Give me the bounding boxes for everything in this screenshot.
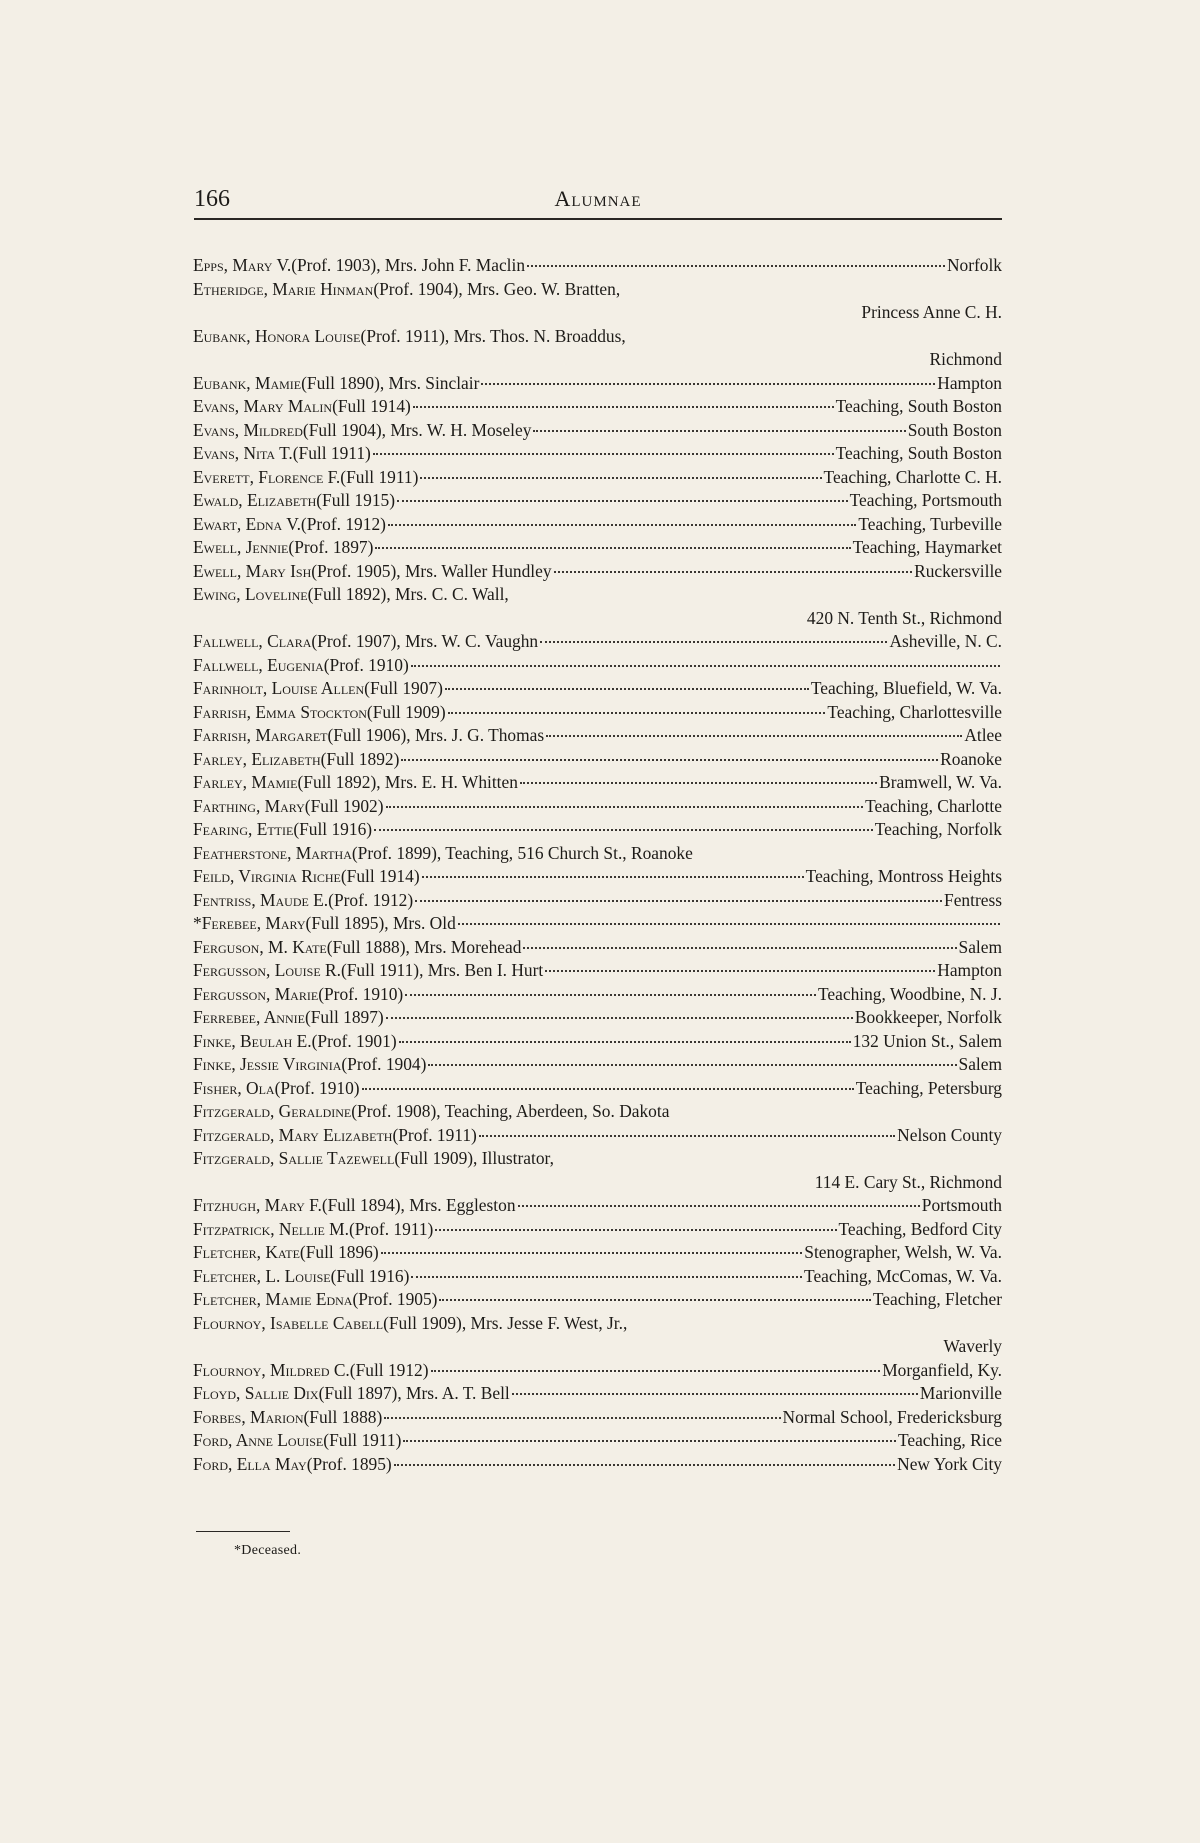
alumna-name: Finke, Beulah E.: [193, 1030, 312, 1051]
dot-leader: [431, 1370, 881, 1372]
list-item: [193, 630, 1002, 654]
dot-leader: [384, 1417, 780, 1419]
list-item: [193, 795, 1002, 819]
dot-leader: [520, 782, 877, 784]
alumna-detail: Teaching, Montross Heights: [805, 866, 1002, 886]
alumna-info: (Full 1909), Illustrator,: [394, 1148, 554, 1168]
alumna-name: Fletcher, L. Louise: [193, 1265, 331, 1286]
entry-line: [193, 466, 1002, 490]
alumna-name: Evans, Nita T.: [193, 443, 293, 463]
alumna-info: (Full 1912): [349, 1359, 429, 1380]
entry-line: [193, 1147, 1002, 1171]
list-item: [193, 1030, 1002, 1054]
entry-line: [193, 724, 1002, 748]
entry-line: [193, 1124, 1002, 1148]
alumna-address: 420 N. Tenth St., Richmond: [806, 607, 1002, 628]
alumna-info: (Prof. 1904): [341, 1054, 427, 1074]
list-item: [193, 583, 1002, 630]
dot-leader: [533, 430, 905, 432]
alumna-name: Fentriss, Maude E.: [193, 889, 329, 910]
list-item: [193, 1359, 1002, 1383]
alumnae-list: [193, 254, 1002, 1476]
alumna-name: Farrish, Emma Stockton: [193, 701, 367, 722]
list-item: [193, 1406, 1002, 1430]
entry-line: [193, 254, 1002, 278]
alumna-detail: Salem: [958, 1054, 1002, 1074]
entry-continuation: [193, 607, 1002, 631]
alumna-detail: Ruckersville: [914, 560, 1002, 581]
alumna-name: Fisher, Ola: [193, 1077, 275, 1098]
alumna-name: Fearing, Ettie: [193, 819, 294, 839]
alumna-detail: Marionville: [919, 1383, 1002, 1403]
alumna-info: (Full 1892): [320, 748, 400, 769]
dot-leader: [374, 829, 873, 831]
alumna-detail: Teaching, Turbeville: [858, 513, 1002, 534]
alumna-detail: Hampton: [937, 372, 1002, 393]
dot-leader: [399, 1041, 851, 1043]
alumna-info: (Prof. 1904), Mrs. Geo. W. Bratten,: [373, 278, 621, 299]
alumna-name: Farinholt, Louise Allen: [193, 678, 365, 698]
list-item: [193, 1241, 1002, 1265]
list-item: [193, 724, 1002, 748]
alumna-info: (Full 1911): [340, 466, 419, 487]
entry-line: [193, 654, 1002, 678]
header-rule: [194, 218, 1002, 220]
alumna-detail: Normal School, Fredericksburg: [782, 1406, 1002, 1427]
entry-line: [193, 936, 1002, 960]
alumna-info: (Prof. 1910): [274, 1077, 360, 1098]
entry-line: [193, 1053, 1002, 1077]
alumna-name: Ferguson, M. Kate: [193, 936, 327, 957]
alumna-info: (Prof. 1912): [328, 889, 414, 910]
alumna-info: (Full 1914): [340, 866, 420, 886]
dot-leader: [397, 500, 848, 502]
dot-leader: [401, 759, 938, 761]
alumna-info: (Prof. 1897): [288, 537, 374, 557]
alumna-info: (Prof. 1895): [306, 1453, 392, 1474]
entry-line: [193, 372, 1002, 396]
alumna-detail: 132 Union St., Salem: [852, 1030, 1002, 1051]
alumna-detail: Teaching, Bluefield, W. Va.: [810, 678, 1002, 698]
alumna-name: Epps, Mary V.: [193, 255, 292, 275]
entry-line: [193, 771, 1002, 795]
alumna-info: (Prof. 1910): [318, 983, 404, 1004]
alumna-name: Fergusson, Marie: [193, 983, 319, 1004]
entry-line: [193, 395, 1002, 419]
dot-leader: [422, 876, 804, 878]
alumna-name: Ewing, Loveline: [193, 584, 308, 604]
alumna-detail: Teaching, Charlotte: [865, 795, 1002, 816]
alumna-info: (Full 1888), Mrs. Morehead: [326, 936, 522, 957]
alumna-info: (Full 1916): [293, 819, 373, 839]
list-item: [193, 959, 1002, 983]
dot-leader: [448, 712, 826, 714]
entry-continuation: [193, 301, 1002, 325]
alumna-detail: Bramwell, W. Va.: [879, 772, 1002, 792]
alumna-info: (Full 1911), Mrs. Ben I. Hurt: [340, 960, 544, 980]
alumna-name: Evans, Mary Malin: [193, 396, 333, 416]
alumna-info: (Full 1907): [364, 678, 443, 698]
entry-line: [193, 701, 1002, 725]
alumna-name: Fitzgerald, Sallie Tazewell: [193, 1148, 395, 1168]
dot-leader: [403, 1440, 896, 1442]
alumna-info: (Full 1911): [292, 443, 371, 463]
alumna-info: (Full 1890), Mrs. Sinclair: [301, 372, 480, 393]
alumna-name: Everett, Florence F.: [193, 466, 341, 487]
alumna-info: (Full 1897), Mrs. A. T. Bell: [318, 1383, 510, 1403]
dot-leader: [545, 970, 935, 972]
entry-line: [193, 1453, 1002, 1477]
dot-leader: [546, 735, 962, 737]
alumna-info: (Full 1916): [330, 1265, 410, 1286]
dot-leader: [411, 665, 1000, 667]
dot-leader: [428, 1064, 956, 1066]
list-item: [193, 1218, 1002, 1242]
running-title: Alumnae: [554, 186, 642, 211]
alumna-name: Eubank, Mamie: [193, 372, 302, 393]
entry-line: [193, 1030, 1002, 1054]
alumna-detail: Teaching, South Boston: [835, 443, 1002, 463]
alumna-info: (Prof. 1911): [348, 1218, 434, 1239]
list-item: [193, 278, 1002, 325]
alumna-detail: Nelson County: [897, 1124, 1002, 1145]
entry-continuation: [193, 1171, 1002, 1195]
entry-line: [193, 1077, 1002, 1101]
alumna-name: Fallwell, Eugenia: [193, 654, 324, 675]
list-item: [193, 936, 1002, 960]
footnote-rule: [196, 1531, 290, 1532]
alumna-info: (Full 1897): [304, 1007, 384, 1027]
dot-leader: [386, 1017, 853, 1019]
alumna-name: Ewald, Elizabeth: [193, 490, 317, 510]
dot-leader: [554, 571, 913, 573]
list-item: [193, 513, 1002, 537]
alumna-name: Fletcher, Kate: [193, 1242, 300, 1262]
alumna-detail: Teaching, Petersburg: [855, 1077, 1002, 1098]
footnote: *Deceased.: [234, 1543, 302, 1558]
alumna-detail: Teaching, Charlotte C. H.: [823, 466, 1002, 487]
page-number: 166: [194, 186, 230, 212]
alumna-detail: Atlee: [964, 725, 1002, 745]
entry-line: [193, 278, 1002, 302]
entry-line: [193, 842, 1002, 866]
entry-line: [193, 748, 1002, 772]
dot-leader: [512, 1393, 918, 1395]
list-item: [193, 1382, 1002, 1406]
dot-leader: [439, 1299, 870, 1301]
list-item: [193, 1147, 1002, 1194]
entry-line: [193, 1194, 1002, 1218]
alumna-detail: Teaching, Fletcher: [872, 1289, 1002, 1309]
alumna-info: (Prof. 1905): [352, 1289, 438, 1309]
entry-line: [193, 630, 1002, 654]
list-item: [193, 1100, 1002, 1124]
entry-line: [193, 1288, 1002, 1312]
alumna-name: Ferrebee, Annie: [193, 1007, 305, 1027]
alumna-detail: Teaching, Haymarket: [852, 537, 1002, 557]
list-item: [193, 889, 1002, 913]
alumna-name: Flournoy, Mildred C.: [193, 1359, 350, 1380]
alumna-detail: Teaching, Charlottesville: [827, 701, 1002, 722]
entry-line: [193, 513, 1002, 537]
alumna-detail: Asheville, N. C.: [889, 631, 1002, 651]
dot-leader: [381, 1252, 803, 1254]
list-item: [193, 466, 1002, 490]
entry-line: [193, 983, 1002, 1007]
alumna-info: (Full 1904), Mrs. W. H. Moseley: [302, 419, 532, 440]
alumna-detail: Salem: [958, 936, 1002, 957]
list-item: [193, 983, 1002, 1007]
list-item: [193, 489, 1002, 513]
dot-leader: [527, 265, 945, 267]
dot-leader: [420, 477, 821, 479]
alumna-name: Fallwell, Clara: [193, 631, 312, 651]
alumna-info: (Full 1906), Mrs. J. G. Thomas: [327, 725, 545, 745]
list-item: [193, 677, 1002, 701]
entry-line: [193, 1241, 1002, 1265]
alumna-detail: Hampton: [937, 960, 1002, 980]
alumna-address: Princess Anne C. H.: [861, 302, 1002, 322]
list-item: [193, 560, 1002, 584]
dot-leader: [435, 1229, 836, 1231]
list-item: [193, 818, 1002, 842]
entry-continuation: [193, 348, 1002, 372]
alumna-name: Fitzgerald, Mary Elizabeth: [193, 1124, 393, 1145]
entry-line: [193, 442, 1002, 466]
dot-leader: [411, 1276, 802, 1278]
entry-line: [193, 325, 1002, 349]
alumna-name: Forbes, Marion: [193, 1406, 304, 1427]
list-item: [193, 654, 1002, 678]
dot-leader: [394, 1464, 895, 1466]
entry-line: [193, 959, 1002, 983]
entry-line: [193, 536, 1002, 560]
entry-line: [193, 1359, 1002, 1383]
dot-leader: [481, 383, 935, 385]
dot-leader: [386, 806, 864, 808]
dot-leader: [540, 641, 887, 643]
alumna-detail: New York City: [897, 1453, 1002, 1474]
entry-line: [193, 818, 1002, 842]
alumna-name: Fletcher, Mamie Edna: [193, 1289, 353, 1309]
alumna-info: (Full 1915): [316, 490, 396, 510]
list-item: [193, 865, 1002, 889]
alumna-name: Farrish, Margaret: [193, 725, 328, 745]
entry-line: [193, 1006, 1002, 1030]
alumna-info: (Full 1902): [304, 795, 384, 816]
alumna-name: Farthing, Mary: [193, 795, 305, 816]
alumna-name: Ford, Anne Louise: [193, 1430, 324, 1450]
list-item: [193, 912, 1002, 936]
alumna-detail: Norfolk: [946, 255, 1002, 275]
alumna-info: (Prof. 1911), Mrs. Thos. N. Broaddus,: [360, 325, 626, 346]
list-item: [193, 1194, 1002, 1218]
list-item: [193, 1265, 1002, 1289]
page-header: [194, 186, 1002, 216]
alumna-info: (Prof. 1907), Mrs. W. C. Vaughn: [311, 631, 539, 651]
entry-line: [193, 1382, 1002, 1406]
alumna-name: Fergusson, Louise R.: [193, 960, 341, 980]
list-item: [193, 771, 1002, 795]
entry-line: [193, 1429, 1002, 1453]
entry-line: [193, 419, 1002, 443]
dot-leader: [388, 524, 856, 526]
alumna-name: Fitzgerald, Geraldine: [193, 1101, 352, 1121]
alumna-name: Ewell, Jennie: [193, 537, 289, 557]
dot-leader: [415, 900, 942, 902]
list-item: [193, 748, 1002, 772]
entry-line: [193, 1312, 1002, 1336]
list-item: [193, 442, 1002, 466]
dot-leader: [523, 947, 956, 949]
alumna-info: (Prof. 1899), Teaching, 516 Church St., Roanoke: [351, 842, 693, 863]
dot-leader: [445, 688, 809, 690]
list-item: [193, 419, 1002, 443]
list-item: [193, 372, 1002, 396]
dot-leader: [373, 453, 834, 455]
list-item: [193, 1453, 1002, 1477]
alumna-detail: South Boston: [907, 419, 1002, 440]
alumna-name: Flournoy, Isabelle Cabell: [193, 1312, 384, 1333]
alumna-name: *Ferebee, Mary: [193, 913, 306, 933]
alumna-detail: Teaching, McComas, W. Va.: [804, 1265, 1002, 1286]
alumna-name: Ewell, Mary Ish: [193, 560, 312, 581]
alumna-detail: Morganfield, Ky.: [882, 1359, 1002, 1380]
list-item: [193, 395, 1002, 419]
list-item: [193, 1429, 1002, 1453]
alumna-detail: Portsmouth: [921, 1195, 1002, 1215]
list-item: [193, 842, 1002, 866]
alumna-name: Eubank, Honora Louise: [193, 325, 361, 346]
entry-line: [193, 865, 1002, 889]
entry-line: [193, 560, 1002, 584]
alumna-name: Ewart, Edna V.: [193, 513, 301, 534]
entry-continuation: [193, 1335, 1002, 1359]
entry-line: [193, 1406, 1002, 1430]
alumna-info: (Full 1888): [303, 1406, 383, 1427]
alumna-info: (Prof. 1910): [323, 654, 409, 675]
alumna-detail: Teaching, Rice: [897, 1430, 1002, 1450]
entry-line: [193, 1218, 1002, 1242]
dot-leader: [518, 1205, 920, 1207]
alumna-info: (Prof. 1908), Teaching, Aberdeen, So. Dakota: [351, 1101, 670, 1121]
alumna-name: Fitzhugh, Mary F.: [193, 1195, 322, 1215]
alumna-info: (Full 1914): [332, 396, 411, 416]
alumna-name: Etheridge, Marie Hinman: [193, 278, 374, 299]
alumna-info: (Prof. 1901): [311, 1030, 397, 1051]
alumna-info: (Full 1909): [366, 701, 446, 722]
alumna-address: 114 E. Cary St., Richmond: [814, 1171, 1002, 1192]
alumna-name: Farley, Elizabeth: [193, 748, 321, 769]
entry-line: [193, 1265, 1002, 1289]
alumna-info: (Full 1896): [299, 1242, 379, 1262]
alumna-detail: Fentress: [944, 889, 1002, 910]
alumna-info: (Full 1895), Mrs. Old: [305, 913, 456, 933]
alumna-info: (Full 1892), Mrs. E. H. Whitten: [297, 772, 518, 792]
alumna-address: Waverly: [943, 1336, 1002, 1356]
alumna-name: Featherstone, Martha: [193, 842, 352, 863]
list-item: [193, 325, 1002, 372]
entry-line: [193, 889, 1002, 913]
alumna-name: Farley, Mamie: [193, 772, 298, 792]
list-item: [193, 1006, 1002, 1030]
alumna-name: Finke, Jessie Virginia: [193, 1054, 342, 1074]
entry-line: [193, 677, 1002, 701]
alumna-detail: Teaching, Woodbine, N. J.: [818, 983, 1002, 1004]
alumna-info: (Prof. 1912): [300, 513, 386, 534]
dot-leader: [458, 923, 1000, 925]
alumna-name: Evans, Mildred: [193, 419, 303, 440]
list-item: [193, 254, 1002, 278]
alumna-detail: Teaching, South Boston: [835, 396, 1002, 416]
list-item: [193, 1312, 1002, 1359]
alumna-info: (Prof. 1905), Mrs. Waller Hundley: [311, 560, 552, 581]
dot-leader: [405, 994, 816, 996]
alumna-detail: Roanoke: [940, 748, 1002, 769]
alumna-detail: Stenographer, Welsh, W. Va.: [804, 1242, 1002, 1262]
dot-leader: [479, 1135, 895, 1137]
alumna-name: Fitzpatrick, Nellie M.: [193, 1218, 349, 1239]
list-item: [193, 1124, 1002, 1148]
alumna-name: Floyd, Sallie Dix: [193, 1383, 319, 1403]
alumna-info: (Full 1894), Mrs. Eggleston: [321, 1195, 516, 1215]
alumna-info: (Prof. 1903), Mrs. John F. Maclin: [291, 255, 526, 275]
list-item: [193, 701, 1002, 725]
entry-line: [193, 795, 1002, 819]
alumna-name: Ford, Ella May: [193, 1453, 307, 1474]
alumna-name: Feild, Virginia Riche: [193, 866, 341, 886]
alumna-info: (Prof. 1911): [392, 1124, 477, 1145]
entry-line: [193, 1100, 1002, 1124]
alumna-detail: Teaching, Norfolk: [874, 819, 1002, 839]
list-item: [193, 536, 1002, 560]
alumna-address: Richmond: [929, 349, 1002, 369]
alumna-info: (Full 1911): [323, 1430, 402, 1450]
alumna-info: (Full 1892), Mrs. C. C. Wall,: [307, 584, 509, 604]
entry-line: [193, 583, 1002, 607]
alumna-detail: Bookkeeper, Norfolk: [854, 1007, 1002, 1027]
dot-leader: [375, 547, 850, 549]
dot-leader: [413, 406, 834, 408]
list-item: [193, 1077, 1002, 1101]
entry-line: [193, 912, 1002, 936]
alumna-detail: Teaching, Bedford City: [838, 1218, 1002, 1239]
alumna-detail: Teaching, Portsmouth: [849, 490, 1002, 510]
alumna-info: (Full 1909), Mrs. Jesse F. West, Jr.,: [383, 1312, 628, 1333]
list-item: [193, 1288, 1002, 1312]
list-item: [193, 1053, 1002, 1077]
entry-line: [193, 489, 1002, 513]
dot-leader: [362, 1088, 854, 1090]
